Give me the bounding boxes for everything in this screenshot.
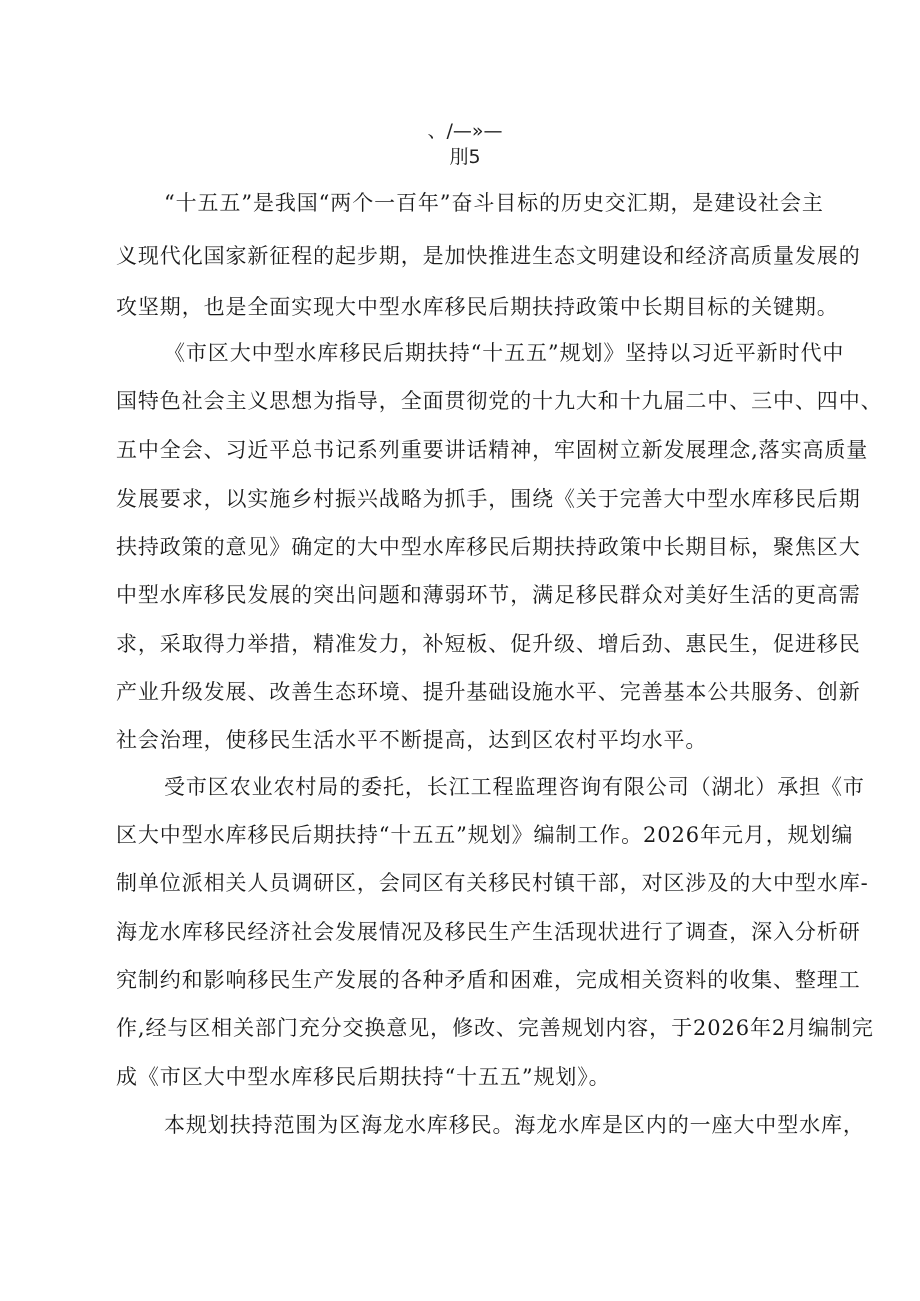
paragraph-3-line-5: 究制约和影响移民生产发展的各种矛盾和困难，完成相关资料的收集、整理工 — [116, 968, 861, 992]
paragraph-3-line-7: 成《市区大中型水库移民后期扶持“十五五”规划》。 — [116, 1065, 611, 1089]
header-line-2: 刖5 — [449, 146, 481, 168]
paragraph-1-line-2: 义现代化国家新征程的起步期，是加快推进生态文明建设和经济高质量发展的 — [116, 244, 861, 268]
paragraph-4-line-1: 本规划扶持范围为区海龙水库移民。海龙水库是区内的一座大中型水库， — [164, 1113, 865, 1137]
paragraph-1-line-3: 攻坚期，也是全面实现大中型水库移民后期扶持政策中长期目标的关键期。 — [116, 295, 839, 319]
paragraph-3-line-3: 制单位派相关人员调研区，会同区有关移民村镇干部，对区涉及的大中型水库- — [116, 871, 869, 895]
paragraph-2-line-6: 中型水库移民发展的突出问题和薄弱环节，满足移民群众对美好生活的更高需 — [116, 583, 861, 607]
paragraph-3-line-4: 海龙水库移民经济社会发展情况及移民生产生活现状进行了调查，深入分析研 — [116, 920, 861, 944]
paragraph-2-line-8: 产业升级发展、改善生态环境、提升基础设施水平、完善基本公共服务、创新 — [116, 680, 861, 704]
paragraph-2-line-4: 发展要求，以实施乡村振兴战略为抓手，围绕《关于完善大中型水库移民后期 — [116, 487, 861, 511]
paragraph-2-line-3: 五中全会、习近平总书记系列重要讲话精神，牢固树立新发展理念,落实高质量 — [116, 438, 869, 462]
paragraph-2-line-7: 求，采取得力举措，精准发力，补短板、促升级、增后劲、惠民生，促进移民 — [116, 632, 861, 656]
paragraph-3-line-1: 受市区农业农村局的委托，长江工程监理咨询有限公司（湖北）承担《市 — [164, 775, 865, 799]
paragraph-3-line-2: 区大中型水库移民后期扶持“十五五”规划》编制工作。2026年元月，规划编 — [116, 823, 854, 847]
paragraph-2-line-1: 《市区大中型水库移民后期扶持“十五五”规划》坚持以习近平新时代中 — [164, 341, 845, 365]
page-header — [0, 118, 920, 170]
paragraph-2-line-9: 社会治理，使移民生活水平不断提高，达到区农村平均水平。 — [116, 728, 708, 752]
paragraph-1-line-1: “十五五”是我国“两个一百年”奋斗目标的历史交汇期，是建设社会主 — [164, 191, 824, 215]
paragraph-2-line-5: 扶持政策的意见》确定的大中型水库移民后期扶持政策中长期目标，聚焦区大 — [116, 535, 861, 559]
header-line-1: 、/—»— — [427, 120, 503, 142]
paragraph-3-line-6: 作,经与区相关部门充分交换意见，修改、完善规划内容，于2026年2月编制完 — [116, 1016, 874, 1040]
paragraph-2-line-2: 国特色社会主义思想为指导，全面贯彻党的十九大和十九届二中、三中、四中、 — [116, 389, 883, 413]
